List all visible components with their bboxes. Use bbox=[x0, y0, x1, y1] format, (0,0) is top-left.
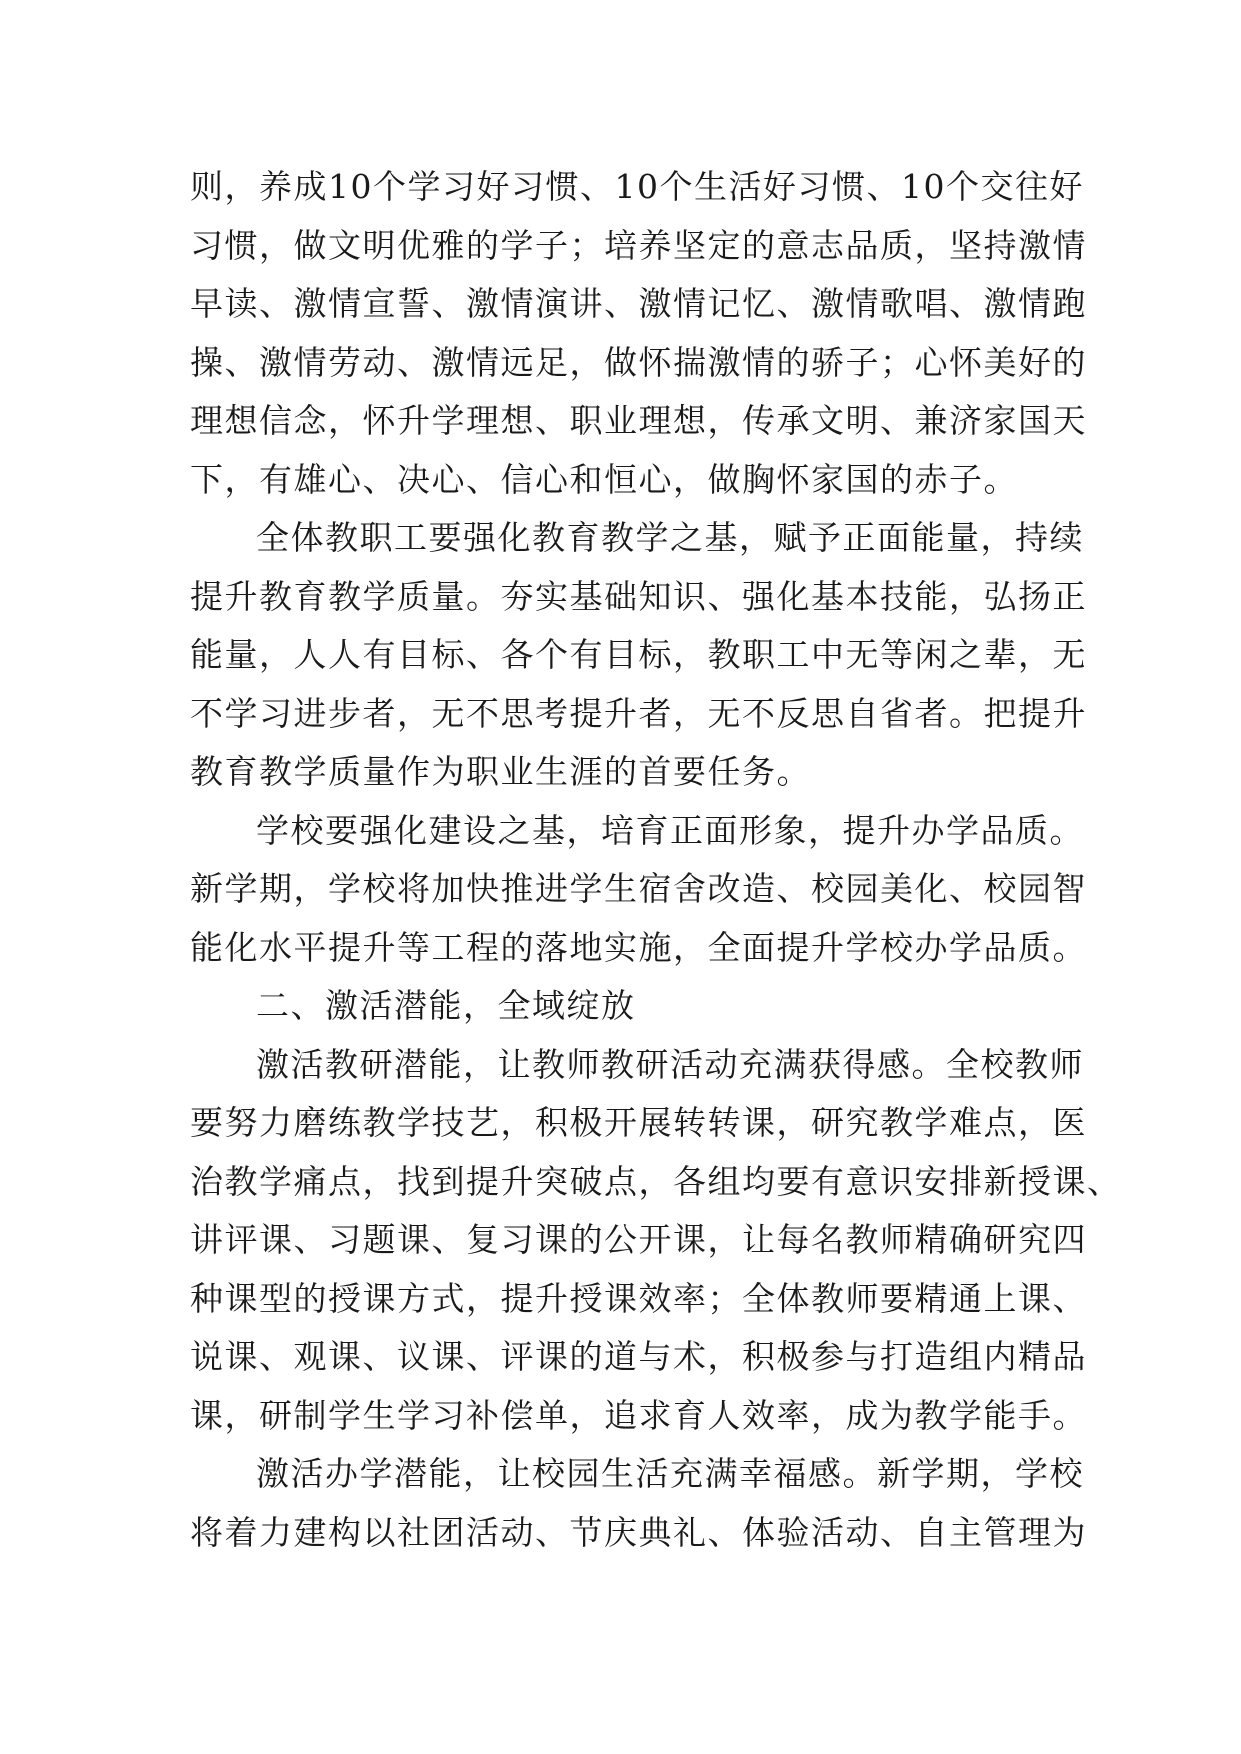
text-line: 不学习进步者，无不思考提升者，无不反思自省者。把提升 bbox=[190, 693, 1087, 733]
paragraph-first-line: 激活办学潜能，让校园生活充满幸福感。新学期，学校 bbox=[256, 1454, 1084, 1493]
text-line: 习惯，做文明优雅的学子；培养坚定的意志品质，坚持激情 bbox=[190, 225, 1087, 265]
text-line: 教育教学质量作为职业生涯的首要任务。 bbox=[190, 752, 811, 791]
paragraph-first-line: 学校要强化建设之基，培育正面形象，提升办学品质。 bbox=[256, 810, 1084, 850]
text-line: 理想信念，怀升学理想、职业理想，传承文明、兼济家国天 bbox=[190, 401, 1087, 440]
text-line: 早读、激情宣誓、激情演讲、激情记忆、激情歌唱、激情跑 bbox=[190, 284, 1087, 323]
text-line: 种课型的授课方式，提升授课效率；全体教师要精通上课、 bbox=[190, 1278, 1087, 1318]
text-line: 下，有雄心、决心、信心和恒心，做胸怀家国的赤子。 bbox=[190, 459, 1018, 499]
text-line: 新学期，学校将加快推进学生宿舍改造、校园美化、校园智 bbox=[190, 869, 1087, 908]
text-line: 能化水平提升等工程的落地实施，全面提升学校办学品质。 bbox=[190, 927, 1087, 967]
text-line: 提升教育教学质量。夯实基础知识、强化基本技能，弘扬正 bbox=[190, 576, 1087, 616]
paragraph-first-line: 激活教研潜能，让教师教研活动充满获得感。全校教师 bbox=[256, 1044, 1084, 1084]
section-heading: 二、激活潜能，全域绽放 bbox=[256, 986, 636, 1025]
text-line: 要努力磨练教学技艺，积极开展转转课，研究教学难点，医 bbox=[190, 1103, 1087, 1142]
text-line: 讲评课、习题课、复习课的公开课，让每名教师精确研究四 bbox=[190, 1220, 1087, 1259]
text-line: 治教学痛点，找到提升突破点，各组均要有意识安排新授课、 bbox=[190, 1161, 1122, 1201]
text-line: 则，养成10个学习好习惯、10个生活好习惯、10个交往好 bbox=[190, 167, 1084, 206]
document-body bbox=[190, 158, 1122, 1562]
text-line: 操、激情劳动、激情远足，做怀揣激情的骄子；心怀美好的 bbox=[190, 342, 1087, 382]
text-line: 能量，人人有目标、各个有目标，教职工中无等闲之辈，无 bbox=[190, 635, 1087, 674]
text-line: 将着力建构以社团活动、节庆典礼、体验活动、自主管理为 bbox=[190, 1512, 1087, 1552]
text-line: 说课、观课、议课、评课的道与术，积极参与打造组内精品 bbox=[190, 1337, 1087, 1376]
paragraph-first-line: 全体教职工要强化教育教学之基，赋予正面能量，持续 bbox=[256, 518, 1084, 557]
text-line: 课，研制学生学习补偿单，追求育人效率，成为教学能手。 bbox=[190, 1395, 1087, 1435]
